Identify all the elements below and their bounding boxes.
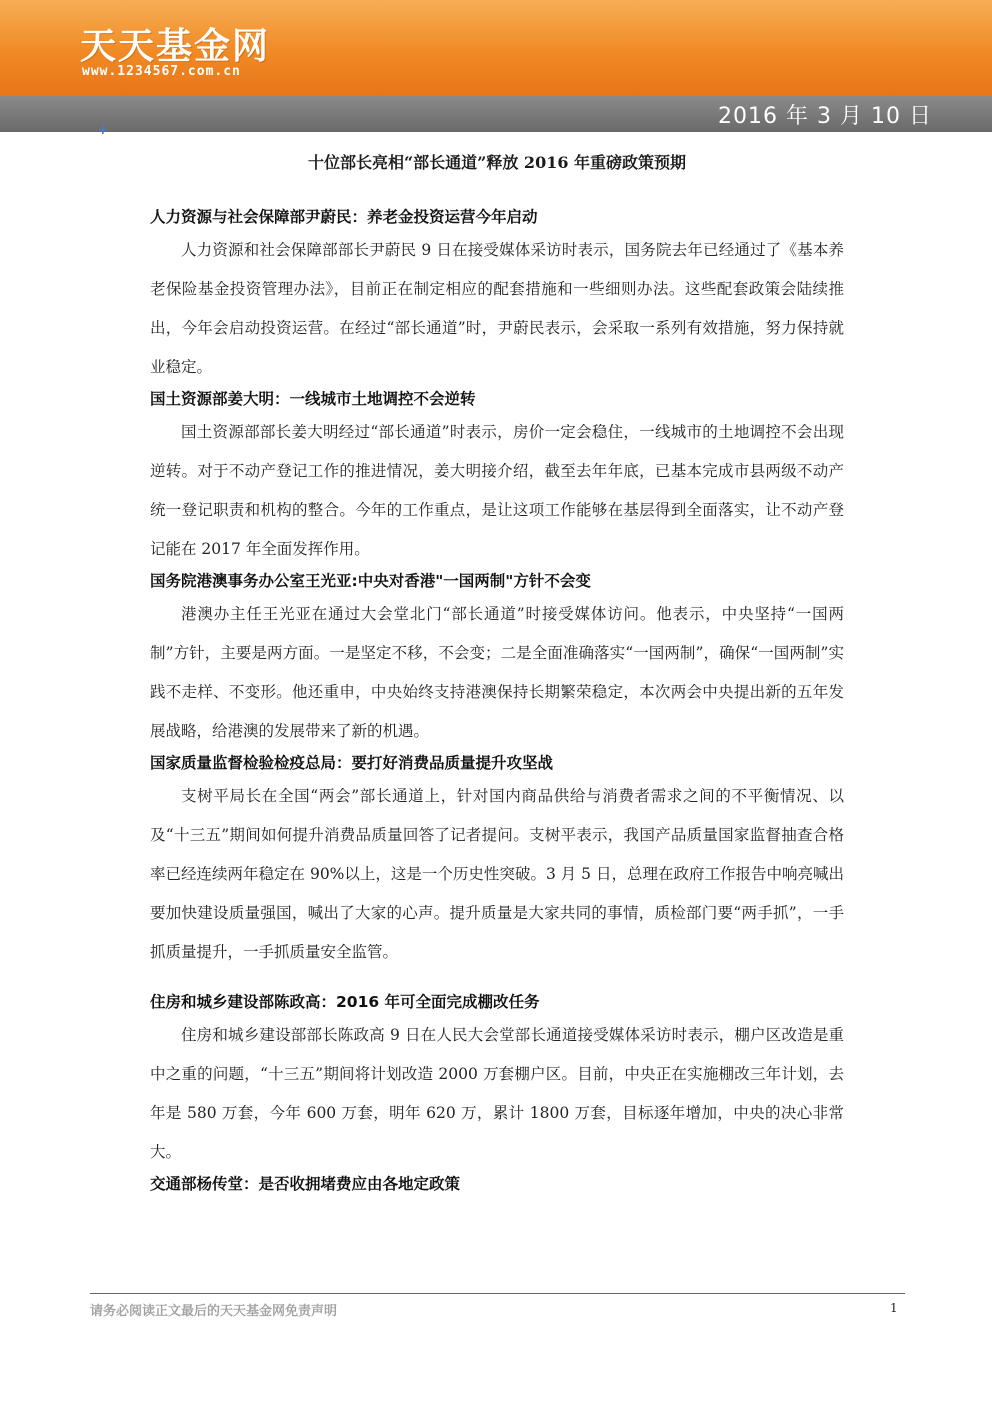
section-housing	[150, 990, 844, 1172]
publish-date: 2016 年 3 月 10 日	[718, 104, 932, 129]
article-body	[150, 205, 844, 1211]
section-paragraph: 支树平局长在全国“两会”部长通道上，针对国内商品供给与消费者需求之间的不平衡情况、以及“十三五”期间如何提升消费品质量回答了记者提问。支树平表示，我国产品质量国家监督抽查合格率已经连续两年稳定在 90%以上，这是一个历史性突破。3 月 5 日，总理在政府工作报告中响亮喊出要加快建设质量强国，喊出了大家的心声。提升质量是大家共同的事情，质检部门要“两手抓”，一手抓质量提升，一手抓质量安全监管。	[150, 787, 844, 961]
section-transport	[150, 1172, 844, 1196]
section-paragraph: 人力资源和社会保障部部长尹蔚民 9 日在接受媒体采访时表示，国务院去年已经通过了《基本养老保险基金投资管理办法》，目前正在制定相应的配套措施和一些细则办法。这些配套政策会陆续推出，今年会启动投资运营。在经过“部长通道”时，尹蔚民表示，会采取一系列有效措施，努力保持就业稳定。	[150, 241, 844, 376]
section-pension	[150, 205, 844, 387]
site-logo[interactable]: 天天基金网	[80, 26, 271, 67]
article-title: 十位部长亮相“部长通道”释放 2016 年重磅政策预期	[307, 153, 687, 172]
footer-divider	[90, 1293, 905, 1294]
section-heading: 住房和城乡建设部陈政高：2016 年可全面完成棚改任务	[150, 993, 540, 1011]
plus-icon: +	[97, 122, 109, 138]
section-quality	[150, 751, 844, 972]
section-land	[150, 387, 844, 569]
section-heading: 交通部杨传堂：是否收拥堵费应由各地定政策	[150, 1175, 461, 1193]
section-heading: 国土资源部姜大明：一线城市土地调控不会逆转	[150, 390, 476, 408]
footer-disclaimer: 请务必阅读正文最后的天天基金网免责声明	[90, 1304, 338, 1319]
section-hongkong-macao	[150, 569, 844, 751]
section-paragraph: 港澳办主任王光亚在通过大会堂北门“部长通道”时接受媒体访问。他表示，中央坚持“一国两制”方针，主要是两方面。一是坚定不移，不会变；二是全面准确落实“一国两制”，确保“一国两制”实践不走样、不变形。他还重申，中央始终支持港澳保持长期繁荣稳定，本次两会中央提出新的五年发展战略，给港澳的发展带来了新的机遇。	[150, 605, 844, 740]
section-heading: 国家质量监督检验检疫总局：要打好消费品质量提升攻坚战	[150, 754, 554, 772]
section-spacer	[150, 976, 844, 990]
site-url: www.1234567.com.cn	[82, 64, 241, 79]
section-paragraph: 国土资源部部长姜大明经过“部长通道”时表示，房价一定会稳住，一线城市的土地调控不会出现逆转。对于不动产登记工作的推进情况，姜大明接介绍，截至去年年底，已基本完成市县两级不动产统一登记职责和机构的整合。今年的工作重点，是让这项工作能够在基层得到全面落实，让不动产登记能在 2017 年全面发挥作用。	[150, 423, 844, 558]
section-heading: 人力资源与社会保障部尹蔚民：养老金投资运营今年启动	[150, 208, 538, 226]
page-number: 1	[890, 1301, 898, 1315]
section-heading: 国务院港澳事务办公室王光亚:中央对香港"一国两制"方针不会变	[150, 572, 591, 590]
section-paragraph: 住房和城乡建设部部长陈政高 9 日在人民大会堂部长通道接受媒体采访时表示，棚户区改造是重中之重的问题，“十三五”期间将计划改造 2000 万套棚户区。目前，中央正在实施棚改三年计划，去年是 580 万套，今年 600 万套，明年 620 万，累计 1800 万套，目标逐年增加，中央的决心非常大。	[150, 1026, 844, 1161]
